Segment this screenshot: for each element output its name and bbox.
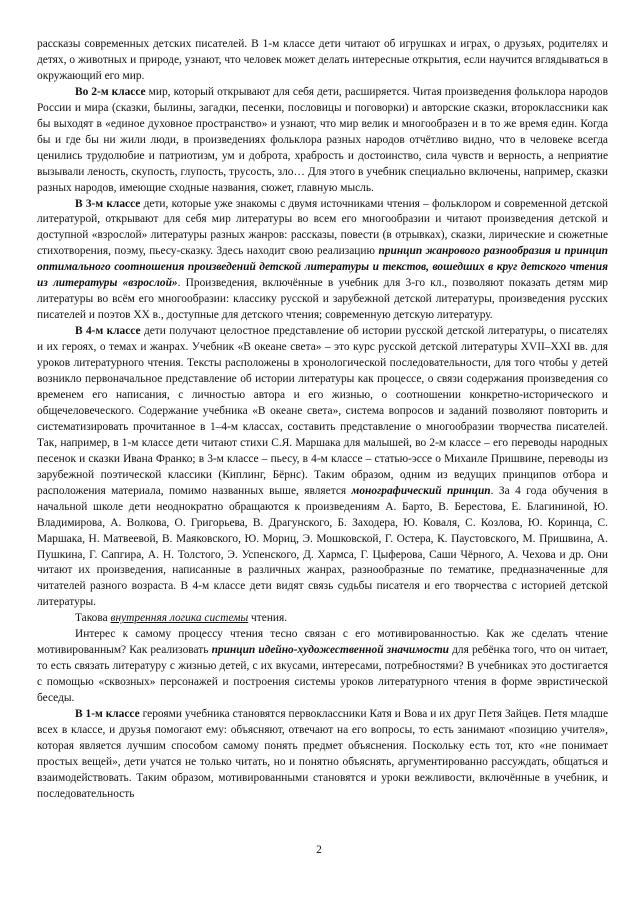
paragraph [37,197,608,325]
emphasis-bold: В 4-м классе [75,325,141,338]
paragraph [37,85,608,197]
text-run: . За 4 года обучения в начальной школе дети неоднократно обращаются к произведениям А. Барто, В. Берестова, Е. Благининой, Ю. Владимирова, А. Волкова, О. Григорьева, В. Драгунского, Б. Заходера, Ю. Коваля, С. Козлова, Ю. Коринца, С. Маршака, Н. Матвеевой, В. Маяковского, Ю. Мориц, Э. Мошковской, Г. Остера, К. Паустовского, М. Пришвина, А. Пушкина, Г. Сапгира, А. Н. Толстого, Э. Успенского, Д. Хармса, Г. Цыферова, Саши Чёрного, А. Чехова и др. Они читают их произведения, написанные в различных жанрах, разнообразные по тематике, предназначенные для читателей разного возраста. В 4-м классе дети видят связь судьбы писателя и его творчества с историей детской литературы. [37,484,609,609]
paragraph [37,611,608,627]
text-run: дети, которые уже знакомы с двумя источниками чтения – фольклором и современной детской литературой, открывают для себя мир литературы во всем его многообразии и читают произведения детской и доступной «взрослой» литературы разных жанров: рассказы, повести (в отрывках), сказки, лирические и сюжетные стихотворения, поэму, пьесу-сказку. Здесь находит свою реализацию [37,197,608,258]
emphasis-bold: Во 2-м классе [75,85,146,98]
emphasis-italic-underline: внутренняя логика системы [110,612,249,625]
page-number: 2 [316,844,322,856]
principle-term: принцип жанрового разнообразия и принцип оптимального соотношения произведений детской литературы и текстов, вошедших в круг детского чтения из литературы «взрослой» [37,245,608,290]
emphasis-bold: В 1-м классе [75,708,140,721]
text-run: мир, который открывают для себя дети, расширяется. Читая произведения фольклора народов России и мира (сказки, былины, загадки, песенки, пословицы и поговорки) и авторские сказки, второклассники как бы выходят в «единое духовное пространство» и узнают, что мир велик и многообразен и в то же время един. Когда бы и где бы ни жили люди, в произведениях фольклора разных народов отчётливо видно, что в человеке всегда ценились трудолюбие и патриотизм, ум и доброта, храбрость и достоинство, сила чувств и верность, а неприятие вызывали леность, скупость, глупость, трусость, зло… Для этого в учебник специально включены, например, сказки разных народов, имеющие сходные названия, сюжет, главную мысль. [37,85,608,194]
text-run: для ребёнка того, что он читает, то есть связать литературу с жизнью детей, с их вкусами, интересами, потребностями? В учебниках это достигается с помощью «сквозных» персонажей и построения системы уроков литературного чтения в форме эвристической беседы. [37,644,608,705]
text-run: Интерес к самому процессу чтения тесно связан с его мотивированностью. Как же сделать чтение мотивированным? Как реализовать [37,628,608,657]
paragraph [37,324,608,611]
text-run: чтения. [248,612,288,625]
text-run: Такова [75,612,111,625]
principle-term: принцип идейно-художественной значимости [211,644,450,657]
text-run: . Произведения, включённые в учебник для 3-го кл., позволяют показать детям мир литературы во всём его многообразии: классику русской и зарубежной детской литературы, произведения русских писателей и поэтов XX в., доступные для детского чтения; современную детскую литературу. [37,277,608,322]
text-run: рассказы современных детских писателей. В 1-м классе дети читают об игрушках и играх, о друзьях, родителях и детях, о животных и природе, узнают, что человек может делать интересные открытия, если научится вглядываться в окружающий его мир. [37,38,608,82]
paragraph [37,627,608,707]
text-run: дети получают целостное представление об истории русской детской литературы, о писателях и их героях, о темах и жанрах. Учебник «В океане света» – это курс русской детской литературы XVII–XXI вв. для уроков литературного чтения. Тексты расположены в хронологической последовательности, для того чтобы у детей возникло первоначальное представление об истории литературы как процессе, о связи содержания произведения со временем его написания, с личностью автора и его жизнью, о соотношении конкретно-исторического и общечеловеческого. Содержание учебника «В океане света», система вопросов и заданий позволяют повторить и систематизировать прочитанное в 1–4-м классах, составить представление о многообразии творчества писателей. Так, например, в 1-м классе дети читают стихи С.Я. Маршака для малышей, во 2-м классе – его переводы народных песенок и сказки Ивана Франко; в 3-м классе – пьесу, в 4-м классе – статью-эссе о Михаиле Пришвине, переводы из зарубежной поэтической классики (Киплинг, Бёрнс). Таким образом, одним из ведущих принципов отбора и расположения материала, помимо названных выше, является [37,325,608,497]
text-run: героями учебника становятся первоклассники Катя и Вова и их друг Петя Зайцев. Петя младше всех в классе, и друзья помогают ему: объясняют, отвечают на его вопросы, то есть занимают «позицию учителя», которая является лучшим способом самому понять предмет объяснения. Поскольку есть тот, кто «не понимает простых вещей», дети учатся не только читать, но и понятно объяснять, аргументированно рассуждать, общаться и взаимодействовать. Таким образом, мотивированными становятся и уроки вежливости, включённые в учебник, и последовательность [37,708,608,800]
paragraph [37,707,608,803]
principle-term: монографический принцип [351,484,491,497]
emphasis-bold: В 3-м классе [75,197,141,210]
body-text [37,37,608,803]
paragraph [37,37,608,85]
